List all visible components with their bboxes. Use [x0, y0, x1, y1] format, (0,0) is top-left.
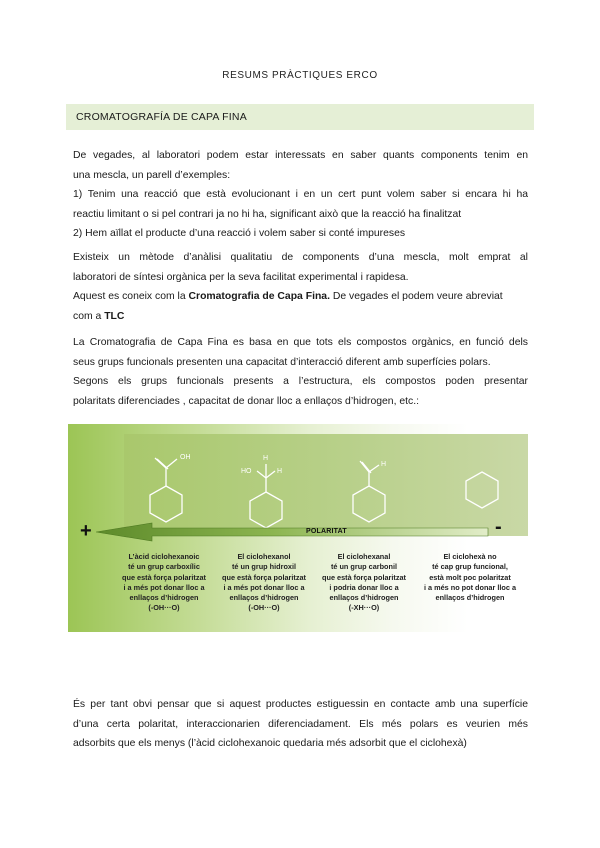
text-line: És per tant obvi pensar que si aquest productes estiguessin en contacte amb una superfície [73, 699, 528, 710]
text-line: d’una certa polaritat, interaccionarien diferenciadament. Els més polars es veurien més [73, 718, 528, 730]
text-line: una mescla, un parell d’exemples: [73, 169, 231, 181]
text-line: adsorbits que els menys (l’àcid ciclohexanoic quedaria més adsorbit que el ciclohexà) [73, 738, 467, 749]
text-line: com a TLC [73, 310, 125, 322]
text-line: La Cromatografia de Capa Fina es basa en que tots els compostos orgànics, en funció dels [73, 337, 528, 348]
molecule-structures [124, 434, 528, 536]
text-line: polaritats diferenciades , capacitat de donar lloc a enllaços d’hidrogen, etc.: [73, 395, 419, 407]
section-title: CROMATOGRAFÍA DE CAPA FINA [76, 111, 247, 123]
emphasis-method-name: Cromatografia de Capa Fina. [188, 291, 330, 302]
nonpolar-end-sign: - [495, 516, 502, 538]
molecules-panel [124, 434, 528, 536]
atom-label: H [277, 468, 283, 475]
text-line: 1) Tenim una reacció que està evolucionant i en un cert punt volem saber si encara hi ha [73, 189, 528, 200]
alcohol-description: El ciclohexanol té un grup hidroxil que està força polaritzat i a més pot donar lloc a enllaços d’hidrogen (-OH···O) [222, 552, 306, 613]
atom-label: H [263, 455, 269, 462]
polarity-figure [68, 424, 533, 632]
text-line: reactiu limitant o si pel contrari ja no hi ha, significant això que la reacció ha finalitzat [73, 208, 462, 220]
document-title: RESUMS PRÀCTIQUES ERCO [222, 70, 378, 81]
intro-paragraph [73, 146, 528, 244]
text-line: Aquest es coneix com la Cromatografia de Capa Fina. De vegades el podem veure abreviat [73, 291, 503, 302]
text-line: De vegades, al laboratori podem estar interessats en saber quants components tenim en [73, 150, 528, 161]
cyclohexane-ring-aldehyde [353, 486, 385, 522]
method-paragraph [73, 248, 528, 326]
cyclohexane-ring [466, 472, 498, 508]
atom-label: HO [241, 468, 252, 475]
acid-description: L’àcid ciclohexanoic té un grup carboxílic que està força polaritzat i a més pot donar lloc a enllaços d’hidrogen (-OH···O) [122, 552, 206, 613]
aldehyde-description: El ciclohexanal té un grup carbonil que està força polaritzat i podria donar lloc a enllaços d’hidrogen (-XH···O) [322, 552, 406, 613]
atom-label: OH [180, 454, 191, 461]
text-line: laboratori de síntesi orgànica per la seva facilitat experimental i rapidesa. [73, 271, 409, 283]
emphasis-tlc: TLC [104, 310, 125, 322]
basis-paragraph [73, 333, 528, 411]
text-line: Existeix un mètode d’anàlisi qualitatiu de components d’una mescla, molt emprat al [73, 252, 528, 263]
cyclohexane-ring-acid [150, 486, 182, 522]
polarity-arrow [96, 522, 496, 542]
atom-label: H [381, 461, 387, 468]
polar-end-sign: + [80, 520, 92, 542]
text-line: 2) Hem aïllat el producte d’una reacció i volem saber si conté impureses [73, 228, 406, 239]
text-line: Segons els grups funcionals presents a l’estructura, els compostos poden presentar [73, 376, 528, 387]
conclusion-paragraph [73, 695, 528, 754]
text-line: seus grups funcionals presenten una capacitat d’interacció diferent amb superfícies polars. [73, 356, 491, 368]
cyclohexane-description: El ciclohexà no té cap grup funcional, està molt poc polaritzat i a més no pot donar lloc a enllaços d’hidrogen [423, 552, 517, 603]
section-header [66, 104, 534, 130]
polarity-label: POLARITAT [306, 528, 347, 535]
